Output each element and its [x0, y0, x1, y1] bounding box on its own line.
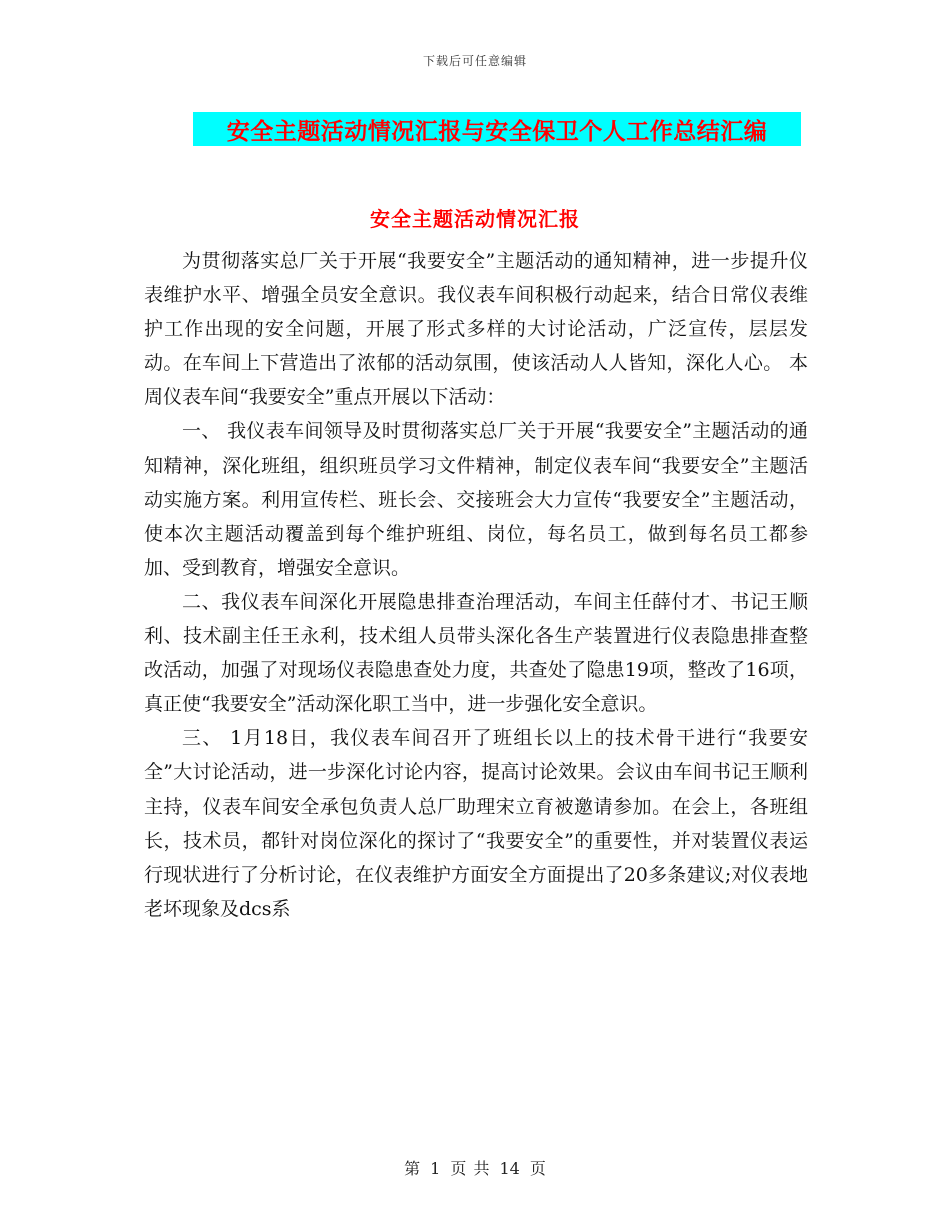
- header-note: 下载后可任意编辑: [422, 54, 527, 68]
- paragraph-item-3: 三、 1月18日，我仪表车间召开了班组长以上的技术骨干进行“我要安全”大讨论活动，进一步深化讨论内容，提高讨论效果。会议由车间书记王顺利主持，仪表车间安全承包负责人总厂助理宋立育被邀请参加。在会上，各班组长，技术员，都针对岗位深化的探讨了“我要安全”的重要性，并对装置仪表运行现状进行了分析讨论，在仪表维护方面安全方面提出了20多条建议;对仪表地老坏现象及dcs系: [144, 727, 808, 920]
- paragraph-intro: 为贯彻落实总厂关于开展“我要安全”主题活动的通知精神，进一步提升仪表维护水平、增强全员安全意识。我仪表车间积极行动起来，结合日常仪表维护工作出现的安全问题，开展了形式多样的大讨论活动，广泛宣传，层层发动。在车间上下营造出了浓郁的活动氛围，使该活动人人皆知，深化人心。 本周仪表车间“我要安全”重点开展以下活动：: [144, 250, 808, 409]
- main-title: 安全主题活动情况汇报与安全保卫个人工作总结汇编: [226, 117, 768, 145]
- footer-middle: 页 共: [450, 1159, 490, 1178]
- paragraph-item-2: 二、我仪表车间深化开展隐患排查治理活动，车间主任薛付才、书记王顺利、技术副主任王永利，技术组人员带头深化各生产装置进行仪表隐患排查整改活动，加强了对现场仪表隐患查处力度，共查处了隐患19项，整改了16项，真正使“我要安全”活动深化职工当中，进一步强化安全意识。: [144, 590, 808, 716]
- document-body: [144, 244, 808, 926]
- section-title: 安全主题活动情况汇报: [370, 207, 580, 231]
- footer-prefix: 第: [404, 1159, 421, 1178]
- page-footer: [0, 1156, 950, 1179]
- footer-current-page: 1: [430, 1159, 441, 1178]
- main-title-highlight: [193, 112, 801, 146]
- paragraph-item-1: 一、 我仪表车间领导及时贯彻落实总厂关于开展“我要安全”主题活动的通知精神，深化班组，组织班员学习文件精神，制定仪表车间“我要安全”主题活动实施方案。利用宣传栏、班长会、交接班会大力宣传“我要安全”主题活动，使本次主题活动覆盖到每个维护班组、岗位，每名员工，做到每名员工都参加、受到教育，增强安全意识。: [144, 420, 808, 579]
- footer-suffix: 页: [529, 1159, 546, 1178]
- footer-total-pages: 14: [499, 1159, 520, 1178]
